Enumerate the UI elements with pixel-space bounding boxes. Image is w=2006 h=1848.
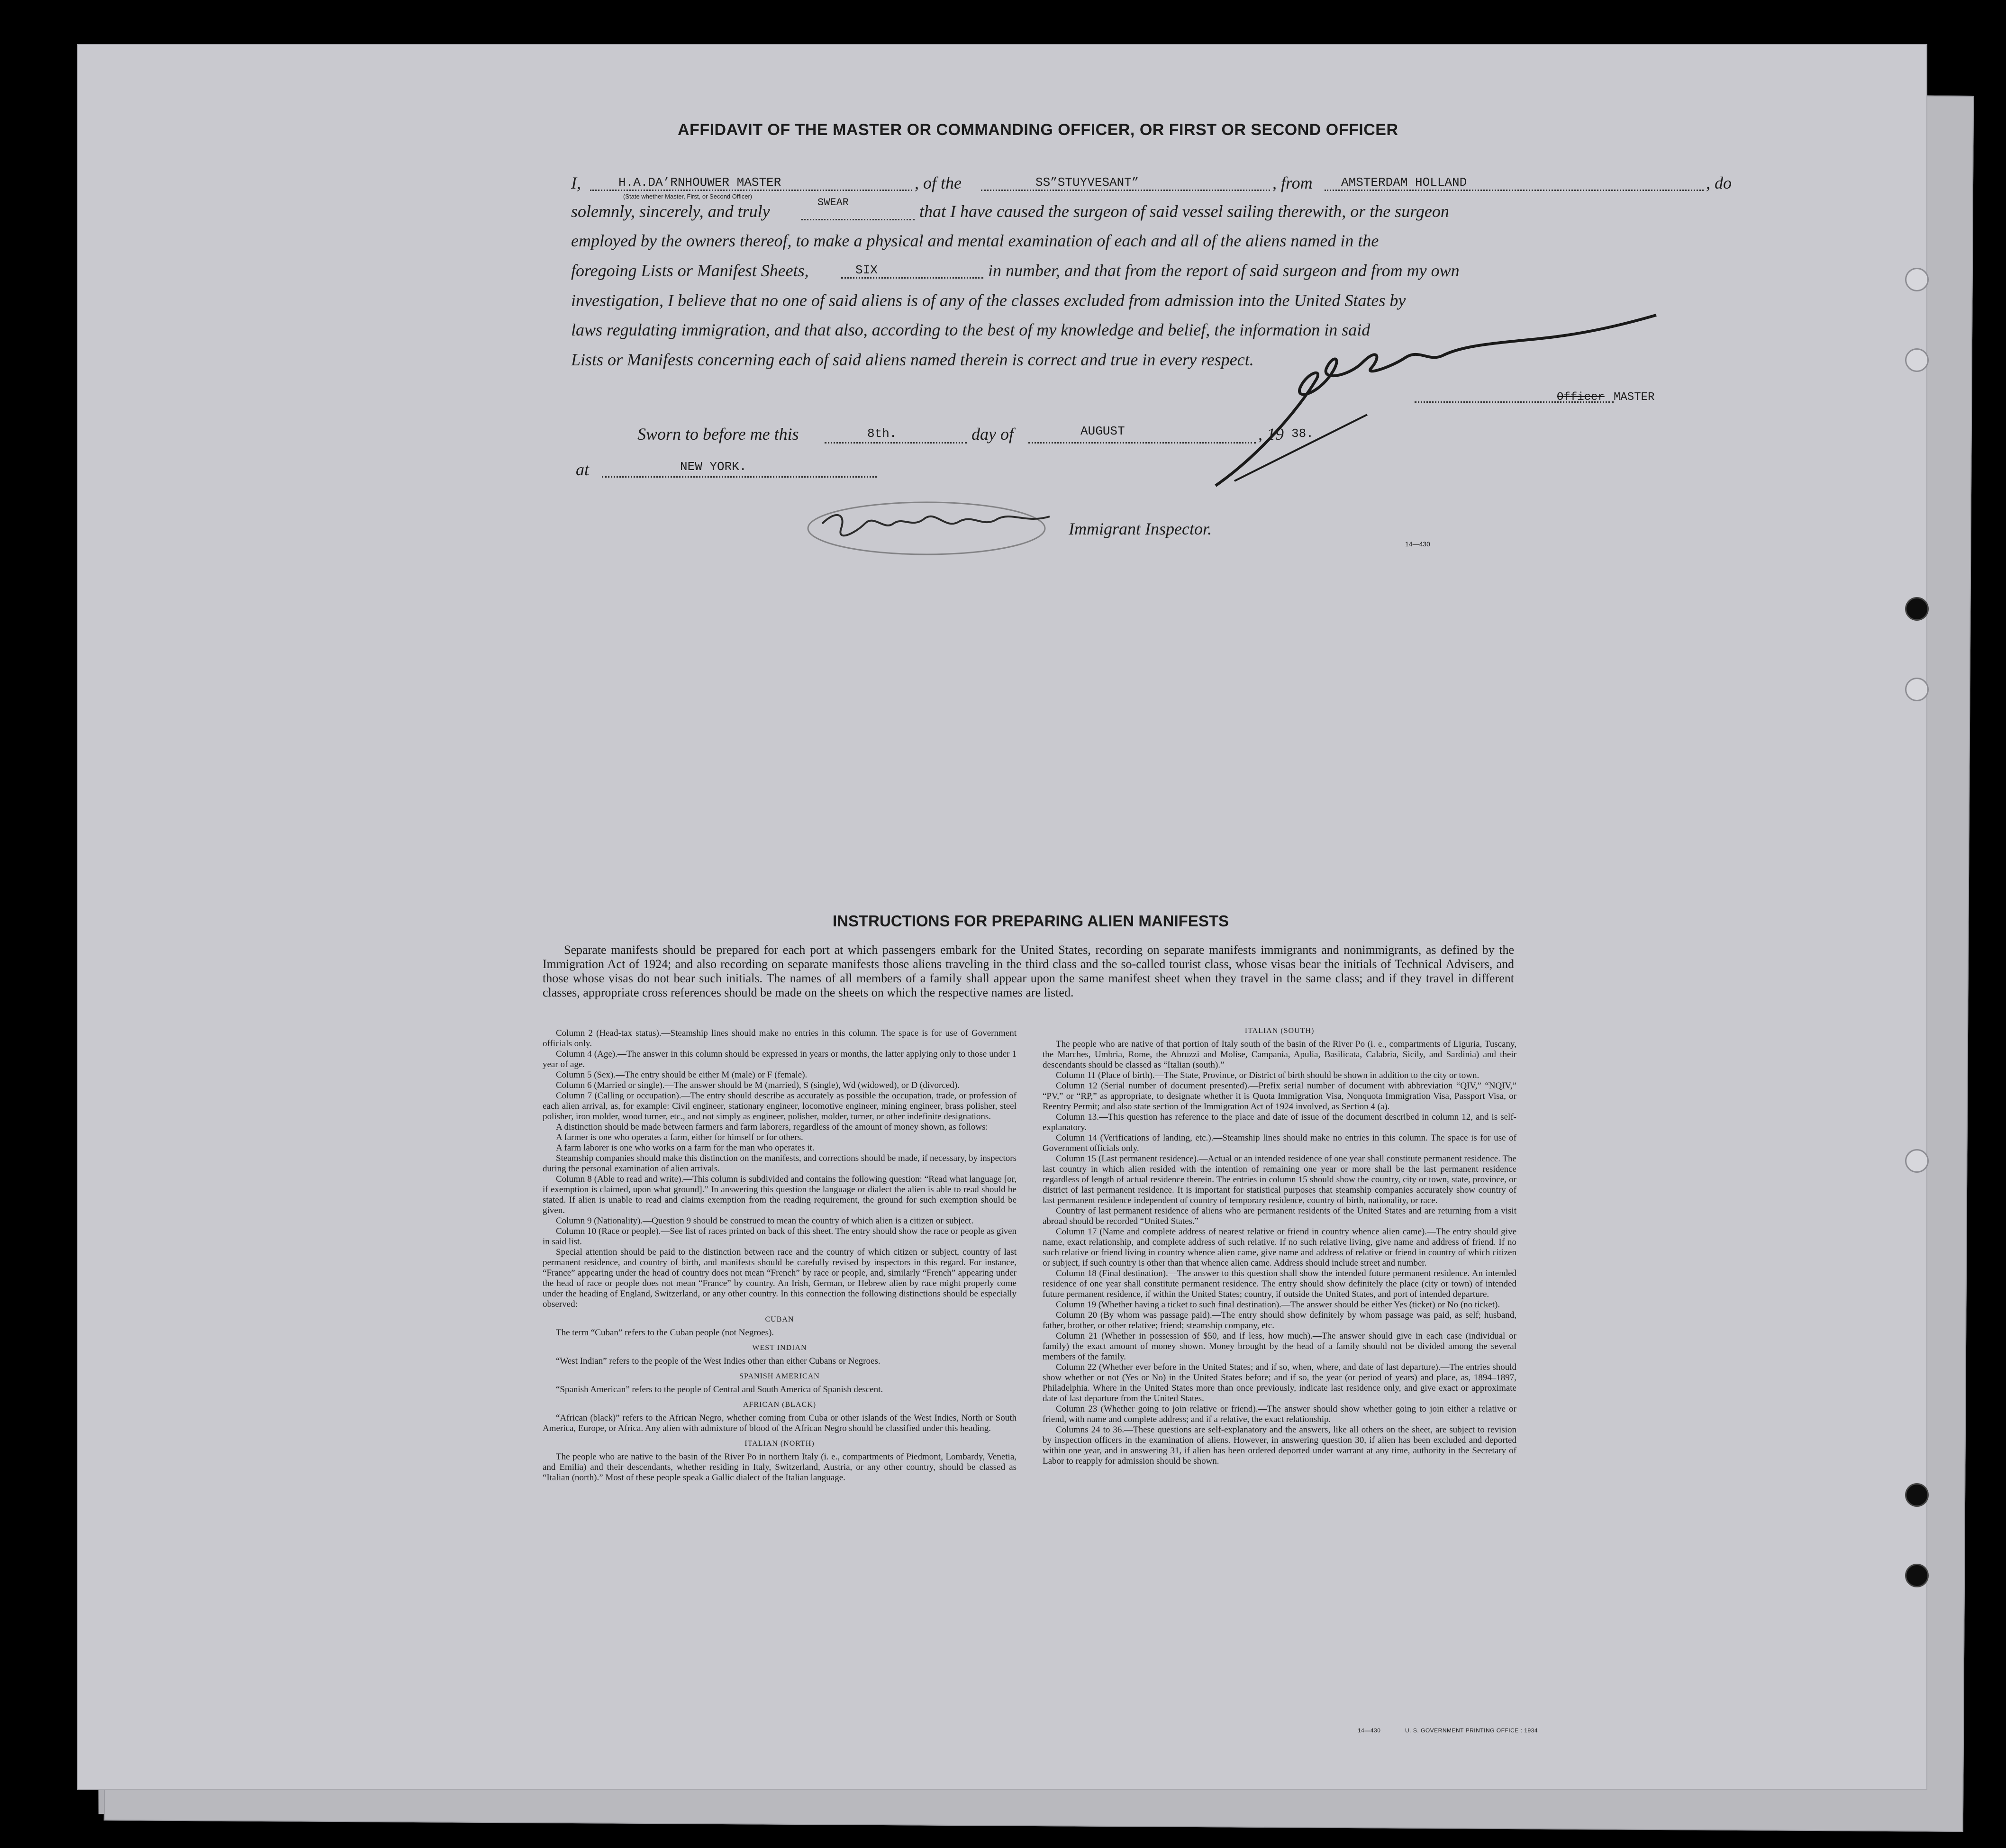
instruction-paragraph: Column 2 (Head-tax status).—Steamship lines should make no entries in this column. The space is for use of Government officials only. bbox=[543, 1028, 1017, 1049]
instruction-paragraph: Column 17 (Name and complete address of nearest relative or friend in country whence alien came).—The entry should give name, exact relationship, and complete address of such relative. If no such relative living, give name and address of friend. If no such relative or friend living in country whence alien came, give name and address of relative or friend in country of which citizen or subject, if such country is other than that whence alien came. Address should include street and number. bbox=[1043, 1227, 1516, 1268]
affidavit-line2a: solemnly, sincerely, and truly bbox=[571, 202, 770, 221]
instruction-paragraph: A farmer is one who operates a farm, either for himself or for others. bbox=[556, 1132, 803, 1142]
oath-word: SWEAR bbox=[817, 197, 849, 208]
affidavit-line2b: that I have caused the surgeon of said vessel sailing therewith, or the surgeon bbox=[919, 202, 1449, 221]
master-name: H.A.DA’RNHOUWER MASTER bbox=[618, 175, 781, 190]
instruction-paragraph: Column 19 (Whether having a ticket to such final destination).—The answer should be either Yes (ticket) or No (no ticket). bbox=[1056, 1300, 1500, 1310]
instruction-paragraph: Column 20 (By whom was passage paid).—The entry should show definitely by whom passage was paid, as self; husband, father, brother, or other relative; friend; steamship company, etc. bbox=[1043, 1310, 1516, 1331]
instruction-paragraph: Column 14 (Verifications of landing, etc.).—Steamship lines should make no entries in this column. The space is for use of Government officials only. bbox=[1043, 1133, 1516, 1153]
signer-title: MASTER bbox=[1614, 391, 1655, 404]
day-of-text: day of bbox=[971, 425, 1014, 444]
instruction-paragraph: Column 22 (Whether ever before in the United States; and if so, when, where, and date of last departure).—The entries should show whether or not (Yes or No) in the United States before; and if so, the year (or period of years) and place, as, 1894–1897, Philadelphia. Where in the United States more than once previously, indicate last residence only, and give exact or approximate date of last departure from the United States. bbox=[1043, 1362, 1516, 1404]
state-note: (State whether Master, First, or Second Officer) bbox=[623, 193, 753, 200]
instruction-paragraph: Special attention should be paid to the distinction between race and the country of which citizen or subject, country of last permanent residence, and country of birth, and manifests should be carefully revised by inspectors in this regard. For instance, “France” appearing under the head of country does not mean “French” by race or people, and, similarly “French” appearing under the head of race or people does not mean “France” by country. An Irish, German, or Hebrew alien by race might properly come under the heading of England, Switzerland, or any other country. In this connection the following distinctions should be especially observed: bbox=[543, 1247, 1017, 1309]
instruction-paragraph: Column 6 (Married or single).—The answer should be M (married), S (single), Wd (widowed), or D (divorced). bbox=[556, 1080, 960, 1090]
instruction-paragraph: Column 12 (Serial number of document presented).—Prefix serial number of document with abbreviation “QIV,” “NQIV,” “PV,” or “RP,” as appropriate, to designate whether it is Quota Immigration Visa, Nonquota Immigration Visa, Passport Visa, or Reentry Permit; and also state section of the Immigration Act of 1924 involved, as Section 4 (a). bbox=[1043, 1081, 1516, 1112]
affidavit-line5: investigation, I believe that no one of said aliens is of any of the classes excluded from admission into the United States by bbox=[571, 291, 1406, 310]
affidavit-i: I, bbox=[571, 173, 581, 192]
instruction-paragraph: A farm laborer is one who works on a farm for the man who operates it. bbox=[556, 1143, 815, 1153]
affidavit-line7: Lists or Manifests concerning each of said aliens named therein is correct and true in every respect. bbox=[571, 350, 1254, 369]
section-heading-italian-north: ITALIAN (NORTH) bbox=[744, 1440, 815, 1448]
vessel-name: SS”STUYVESANT” bbox=[1035, 175, 1139, 190]
binder-hole bbox=[1905, 1149, 1929, 1173]
section-heading-african: AFRICAN (BLACK) bbox=[743, 1401, 817, 1409]
sworn-day: 8th. bbox=[867, 426, 897, 441]
binder-hole bbox=[1905, 348, 1929, 372]
instruction-paragraph: Column 10 (Race or people).—See list of races printed on back of this sheet. The entry should show the race or people as given in said list. bbox=[543, 1226, 1017, 1247]
instruction-paragraph: Columns 24 to 36.—These questions are self-explanatory and the answers, like all others on the sheet, are subject to revision by inspection officers in the examination of aliens. However, in answering question 30, if alien has been excluded and deported within one year, and in answering 31, if alien has been ordered deported under warrant at any time, authority in the Secretary of Labor to reapply for admission should be shown. bbox=[1043, 1425, 1516, 1466]
name-underline bbox=[590, 190, 912, 191]
instruction-paragraph: Column 5 (Sex).—The entry should be either M (male) or F (female). bbox=[556, 1070, 808, 1080]
affidavit-of-the: , of the bbox=[915, 173, 962, 192]
section-heading-cuban: CUBAN bbox=[765, 1315, 794, 1323]
instruction-paragraph: “Spanish American” refers to the people of Central and South America of Spanish descent. bbox=[556, 1385, 883, 1395]
port-underline bbox=[1325, 190, 1704, 191]
instruction-paragraph: Column 21 (Whether in possession of $50, and if less, how much).—The answer should give in each case (individual or family) the exact amount of money shown. Money brought by the head of a family should not be divided among the several members of the family. bbox=[1043, 1331, 1516, 1362]
sworn-year: 38. bbox=[1291, 426, 1314, 441]
instruction-paragraph: Column 15 (Last permanent residence).—Actual or an intended residence of one year shall constitute permanent residence. The last country in which alien resided with the intention of remaining one year or more shall be the last permanent residence regardless of length of actual residence therein. The entries in column 15 should show the country, city or town, state, province, or district of last permanent residence. It is important for statistical purposes that steamship companies accurately show country of last permanent residence independent of country of temporary residence, country of birth, nationality, or race. bbox=[1043, 1154, 1516, 1205]
sworn-text: Sworn to before me this bbox=[637, 425, 799, 444]
instruction-paragraph: Column 13.—This question has reference to the place and date of issue of the document described in column 12, and is self-explanatory. bbox=[1043, 1112, 1516, 1132]
footer-printing-office: U. S. GOVERNMENT PRINTING OFFICE : 1934 bbox=[1405, 1727, 1538, 1734]
day-underline bbox=[825, 442, 967, 444]
year-prefix: , 19 bbox=[1258, 425, 1284, 444]
binder-hole bbox=[1905, 1483, 1929, 1507]
instructions-title: INSTRUCTIONS FOR PREPARING ALIEN MANIFESTS bbox=[832, 912, 1229, 930]
footer-form-number: 14—430 bbox=[1358, 1727, 1381, 1734]
binder-hole bbox=[1905, 1564, 1929, 1587]
binder-hole bbox=[1905, 678, 1929, 701]
affidavit-line4a: foregoing Lists or Manifest Sheets, bbox=[571, 261, 809, 280]
oath-underline bbox=[801, 219, 915, 220]
sworn-place: NEW YORK. bbox=[680, 460, 747, 474]
instruction-paragraph: Column 9 (Nationality).—Question 9 should be construed to mean the country of which alien is a citizen or subject. bbox=[556, 1216, 974, 1226]
affidavit-line6: laws regulating immigration, and that also, according to the best of my knowledge and belief, the information in said bbox=[571, 320, 1371, 339]
sworn-month: AUGUST bbox=[1080, 424, 1125, 438]
section-heading-west-indian: WEST INDIAN bbox=[752, 1344, 807, 1352]
instruction-paragraph: Column 23 (Whether going to join relative or friend).—The answer should show whether going to join either a relative or friend, with name and complete address; and if a relative, the exact relationship. bbox=[1043, 1404, 1516, 1424]
instruction-paragraph: Column 7 (Calling or occupation).—The entry should describe as accurately as possible the occupation, trade, or profession of each alien arrival, as, for example: Civil engineer, stationary engineer, locomotive engineer, mining engineer, brass polisher, steel polisher, iron molder, wood turner, etc., and not simply as engineer, polisher, molder, turner, or other indefinite designations. bbox=[543, 1091, 1017, 1122]
count-underline bbox=[841, 277, 983, 279]
month-underline bbox=[1028, 442, 1256, 444]
instruction-paragraph: Country of last permanent residence of aliens who are permanent residents of the United States and are returning from a visit abroad should be recorded “United States.” bbox=[1043, 1206, 1516, 1226]
sheet-count: SIX bbox=[855, 263, 878, 277]
instructions-right-column bbox=[1043, 1026, 1516, 1467]
instruction-paragraph: Column 11 (Place of birth).—The State, Province, or District of birth should be shown in addition to the city or town. bbox=[1056, 1070, 1480, 1080]
place-underline bbox=[602, 476, 877, 478]
affidavit-from: , from bbox=[1272, 173, 1313, 192]
form-number: 14—430 bbox=[1405, 540, 1430, 548]
affidavit-title: AFFIDAVIT OF THE MASTER OR COMMANDING OFFICER, OR FIRST OR SECOND OFFICER bbox=[678, 121, 1398, 139]
at-text: at bbox=[576, 460, 590, 479]
binder-hole bbox=[1905, 268, 1929, 291]
instruction-paragraph: Steamship companies should make this distinction on the manifests, and corrections should be made, if necessary, by inspectors during the personal examination of alien arrivals. bbox=[543, 1153, 1017, 1174]
instruction-paragraph: The people who are native to the basin of the River Po in northern Italy (i. e., compartments of Piedmont, Lombardy, Venetia, and Emilia) and their descendants, whether residing in Italy, Switzerland, Austria, or any other country, should be classed as “Italian (north).” Most of these people speak a Gallic dialect of the Italian language. bbox=[543, 1452, 1017, 1483]
vessel-underline bbox=[981, 190, 1270, 191]
instruction-paragraph: Column 4 (Age).—The answer in this column should be expressed in years or months, the latter applying only to those under 1 year of age. bbox=[543, 1049, 1017, 1069]
affidavit-line4b: in number, and that from the report of said surgeon and from my own bbox=[988, 261, 1460, 280]
instruction-paragraph: Column 8 (Able to read and write).—This column is subdivided and contains the following question: “Read what language [or, if exemption is claimed, upon what ground].” In answering this question the language or dialect the alien is able to read should be stated. If alien is unable to read and claims exemption from the reading requirement, the ground for such exemption should be given. bbox=[543, 1174, 1017, 1215]
inspector-signature bbox=[803, 490, 1069, 562]
section-heading-spanish-american: SPANISH AMERICAN bbox=[739, 1372, 820, 1380]
instruction-paragraph: The people who are native of that portion of Italy south of the basin of the River Po (i. e., compartments of Liguria, Tuscany, the Marches, Umbria, Rome, the Abruzzi and Molise, Campania, Apulia, Basilicata, Calabria, Sicily, and Sardinia) and their descendants should be classed as “Italian (south).” bbox=[1043, 1039, 1516, 1070]
inspector-label: Immigrant Inspector. bbox=[1069, 519, 1212, 538]
struck-officer-title: Officer bbox=[1557, 391, 1605, 404]
binder-hole bbox=[1905, 597, 1929, 621]
manifest-page bbox=[78, 45, 1926, 1789]
instruction-paragraph: “West Indian” refers to the people of the West Indies other than either Cubans or Negroes. bbox=[556, 1356, 880, 1366]
departure-port: AMSTERDAM HOLLAND bbox=[1341, 175, 1467, 190]
instruction-paragraph: A distinction should be made between farmers and farm laborers, regardless of the amount of money shown, as follows: bbox=[556, 1122, 988, 1132]
instructions-intro: Separate manifests should be prepared for each port at which passengers embark for the United States, recording on separate manifests immigrants and nonimmigrants, as defined by the Immigration Act of 1924; and also recording on separate manifests those aliens traveling in the third class and the so-called tourist class, whose visas bear the initials of Technical Advisers, and those whose visas do not bear such initials. The names of all members of a family shall appear upon the same manifest sheet when they travel in the same class; and if they travel in different classes, appropriate cross references should be made on the sheets on which the respective names are listed. bbox=[543, 943, 1514, 999]
instruction-paragraph: Column 18 (Final destination).—The answer to this question shall show the intended future permanent residence. An intended residence of one year shall constitute permanent residence. The entry should show definitely the place (city or town) of intended future permanent residence, if within the United States; country, if outside the United States, and port of intended departure. bbox=[1043, 1268, 1516, 1299]
section-heading-italian-south: ITALIAN (SOUTH) bbox=[1244, 1027, 1315, 1035]
affidavit-do: , do bbox=[1706, 173, 1732, 192]
affidavit-line3: employed by the owners thereof, to make a physical and mental examination of each and all of the aliens named in the bbox=[571, 231, 1379, 250]
instruction-paragraph: The term “Cuban” refers to the Cuban people (not Negroes). bbox=[556, 1328, 774, 1338]
instructions-left-column bbox=[543, 1028, 1017, 1483]
instruction-paragraph: “African (black)” refers to the African Negro, whether coming from Cuba or other islands of the West Indies, North or South America, Europe, or Africa. Any alien with admixture of blood of the African Negro should be classified under this heading. bbox=[543, 1413, 1017, 1433]
